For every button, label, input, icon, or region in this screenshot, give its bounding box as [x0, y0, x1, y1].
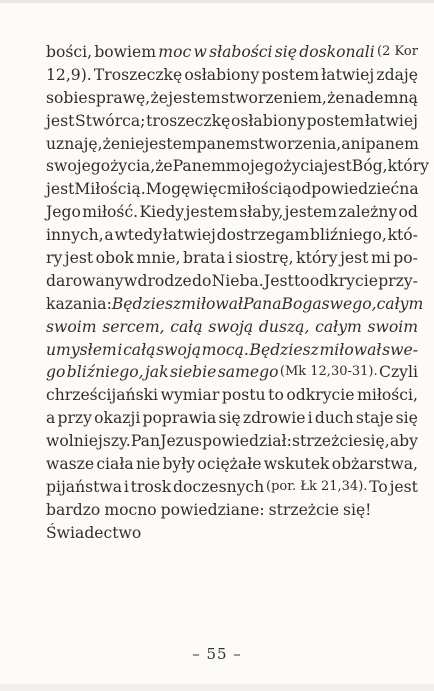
word: postem: [306, 111, 365, 130]
word: przy: [57, 409, 92, 428]
word: całym: [315, 317, 362, 336]
word: zdaję: [376, 65, 418, 84]
word: się: [218, 409, 241, 428]
word: to: [268, 386, 284, 405]
page-edge-bottom: [0, 684, 434, 691]
word: a: [104, 226, 114, 245]
word: umysłem: [46, 340, 117, 359]
word: to: [293, 271, 310, 290]
word: całą: [123, 340, 156, 359]
word: słabości: [209, 43, 273, 61]
word: że: [155, 157, 173, 176]
word: nie: [120, 134, 145, 153]
word: Mogę: [145, 180, 191, 199]
word: sprawę,: [87, 88, 151, 107]
text-line: [46, 499, 418, 522]
text-line: [46, 224, 418, 247]
text-line: [46, 110, 418, 133]
word: ani: [341, 134, 366, 153]
word: mojego: [225, 157, 284, 176]
text-line: [46, 293, 424, 316]
word: Będziesz: [249, 340, 319, 359]
word: bliźniego,: [66, 363, 144, 382]
word: odpowiedzieć: [291, 180, 400, 199]
word: Jest: [263, 271, 294, 290]
word: obok: [95, 249, 134, 268]
word: miłował: [181, 294, 244, 313]
word: życia: [283, 157, 324, 176]
text-line: [46, 316, 418, 339]
word: powiedziane:: [160, 500, 265, 519]
word: w: [123, 271, 138, 290]
word: jest: [340, 249, 369, 268]
word: Pan: [130, 432, 161, 451]
word: że: [102, 134, 121, 153]
word: się,: [362, 432, 390, 451]
word: jest: [389, 477, 418, 496]
word: swoją: [156, 340, 201, 359]
text-line: [46, 155, 429, 178]
word: i: [307, 409, 313, 428]
text-line: [46, 64, 418, 87]
word: ociężałe: [197, 455, 262, 474]
word: swoim: [46, 317, 97, 336]
text-line: [46, 247, 418, 270]
word: po-: [393, 249, 418, 268]
word: ciała: [96, 455, 134, 474]
word: Troszeczkę: [93, 65, 183, 84]
word: powiedział:: [202, 432, 292, 451]
word: mocą.: [201, 340, 249, 359]
word: swego,: [321, 294, 377, 313]
word: że: [327, 88, 345, 107]
word: siebie: [169, 363, 217, 382]
word: jestem: [168, 88, 221, 107]
word: drodze: [137, 271, 192, 290]
word: a: [46, 409, 56, 428]
word: się: [274, 43, 297, 61]
word: brata: [182, 249, 226, 268]
text-line: [46, 270, 418, 293]
word: w: [193, 43, 207, 61]
word: panem: [196, 134, 251, 153]
word: duch: [314, 409, 354, 428]
word: i: [123, 477, 129, 496]
text-line: [46, 384, 418, 407]
word: samego: [217, 363, 279, 382]
word: Jego: [46, 203, 81, 222]
word: postem: [261, 65, 320, 84]
text-line: [46, 407, 418, 430]
word: sercem,: [102, 317, 165, 336]
page-edge-top: [0, 0, 434, 3]
word: wasze: [46, 455, 95, 474]
word: doskonali: [299, 43, 375, 61]
word: staje: [355, 409, 394, 428]
word: Będziesz: [111, 294, 182, 313]
word: aby: [389, 432, 418, 451]
word: duszą,: [258, 317, 310, 336]
text-line: [46, 361, 418, 384]
word: kazania:: [46, 294, 112, 313]
text-line: [46, 87, 418, 110]
text-line: [46, 522, 418, 545]
word: moc: [158, 43, 192, 61]
word: osłabiony: [230, 111, 306, 130]
word: okazji: [94, 409, 141, 428]
word: jest: [46, 111, 75, 130]
text-line: [46, 476, 418, 499]
scripture-reference: (Mk 12,30-31).: [279, 364, 378, 380]
word: jest: [64, 249, 94, 268]
word: wymiar: [160, 386, 220, 405]
word: strzeżcie: [268, 500, 339, 519]
text-line: [46, 178, 418, 201]
word: pijaństwa: [46, 477, 123, 496]
word: bości,: [46, 43, 93, 61]
word: który: [387, 157, 429, 176]
word: Bóg,: [351, 157, 388, 176]
word: bowiem: [94, 43, 157, 61]
text-line: [46, 133, 418, 156]
word: sobie: [46, 88, 88, 107]
text-line: [46, 430, 418, 453]
word: mi: [370, 249, 391, 268]
word: słaby,: [239, 203, 284, 222]
text-line: [46, 41, 418, 64]
word: zależny: [338, 203, 398, 222]
word: stworzeniem,: [220, 88, 327, 107]
word: dostrzegam: [216, 226, 310, 245]
word: łatwiej: [321, 65, 375, 84]
word: Stwórca;: [75, 111, 146, 130]
page-number: – 55 –: [192, 645, 242, 663]
word: na: [399, 180, 419, 199]
word: Nieba.: [211, 271, 264, 290]
word: miłością: [226, 180, 292, 199]
word: chrześcijański: [46, 386, 159, 405]
word: wolniejszy.: [46, 432, 131, 451]
word: były: [162, 455, 196, 474]
word: Kiedy: [139, 203, 185, 222]
word: Jezus: [160, 432, 202, 451]
word: od: [398, 203, 418, 222]
word: siostrę,: [235, 249, 294, 268]
word: miłość.: [82, 203, 139, 222]
text-line: [46, 339, 418, 362]
word: całym: [376, 294, 424, 313]
text-line: [46, 453, 418, 476]
word: jest: [323, 157, 352, 176]
word: wtedy: [114, 226, 163, 245]
word: swoim: [367, 317, 418, 336]
word: ry: [46, 249, 63, 268]
word: odkrycie: [286, 386, 355, 405]
word: wskutek: [263, 455, 330, 474]
word: się: [395, 409, 418, 428]
word: że: [150, 88, 168, 107]
word: strzeżcie: [291, 432, 363, 451]
body-text: [46, 41, 429, 545]
word: swe-: [382, 340, 418, 359]
word: jestem: [185, 203, 238, 222]
word: mną: [383, 88, 418, 107]
word: łatwiej: [364, 111, 418, 130]
word: Czyli: [379, 363, 418, 382]
word: obżarstwa,: [331, 455, 418, 474]
word: życia,: [110, 157, 156, 176]
word: jestem: [284, 203, 338, 222]
word: jest: [46, 180, 75, 199]
word: który: [296, 249, 338, 268]
word: i: [117, 340, 123, 359]
scripture-reference: (por. Łk 21,34).: [266, 478, 368, 494]
word: 12,9).: [46, 65, 92, 84]
word: poprawia: [142, 409, 217, 428]
word: łatwiej: [162, 226, 216, 245]
word: doczesnych: [173, 477, 265, 496]
word: bardzo: [46, 500, 101, 519]
word: Boga: [281, 294, 322, 313]
word: więc: [190, 180, 227, 199]
scripture-reference: (2 Kor: [377, 44, 418, 59]
word: stworzenia,: [250, 134, 342, 153]
word: uznaję,: [46, 134, 103, 153]
word: nie: [135, 455, 161, 474]
word: odkrycie: [309, 271, 378, 290]
word: jak: [144, 363, 169, 382]
word: go: [46, 363, 66, 382]
word: do: [192, 271, 212, 290]
word: To: [369, 477, 388, 496]
word: się!: [342, 500, 372, 519]
word: bliźniego,: [310, 226, 387, 245]
word: postu: [221, 386, 266, 405]
word: troszeczkę: [146, 111, 231, 130]
word: Świadectwo: [46, 523, 142, 542]
text-line: [46, 201, 418, 224]
word: Pana: [243, 294, 282, 313]
word: swojego: [46, 157, 111, 176]
word: swoją: [208, 317, 254, 336]
word: Miłością.: [74, 180, 146, 199]
word: innych,: [46, 226, 104, 245]
word: przy-: [378, 271, 418, 290]
word: trosk: [130, 477, 172, 496]
word: i: [227, 249, 233, 268]
word: darowany: [46, 271, 124, 290]
word: zdrowie: [242, 409, 306, 428]
word: któ-: [387, 226, 418, 245]
word: jestem: [144, 134, 197, 153]
word: miłości,: [357, 386, 418, 405]
word: nade: [344, 88, 384, 107]
word: panem: [365, 134, 419, 153]
word: mnie,: [136, 249, 181, 268]
word: całą: [170, 317, 203, 336]
word: miłował: [319, 340, 382, 359]
word: osłabiony: [184, 65, 260, 84]
word: Panem: [172, 157, 226, 176]
word: mocno: [104, 500, 157, 519]
